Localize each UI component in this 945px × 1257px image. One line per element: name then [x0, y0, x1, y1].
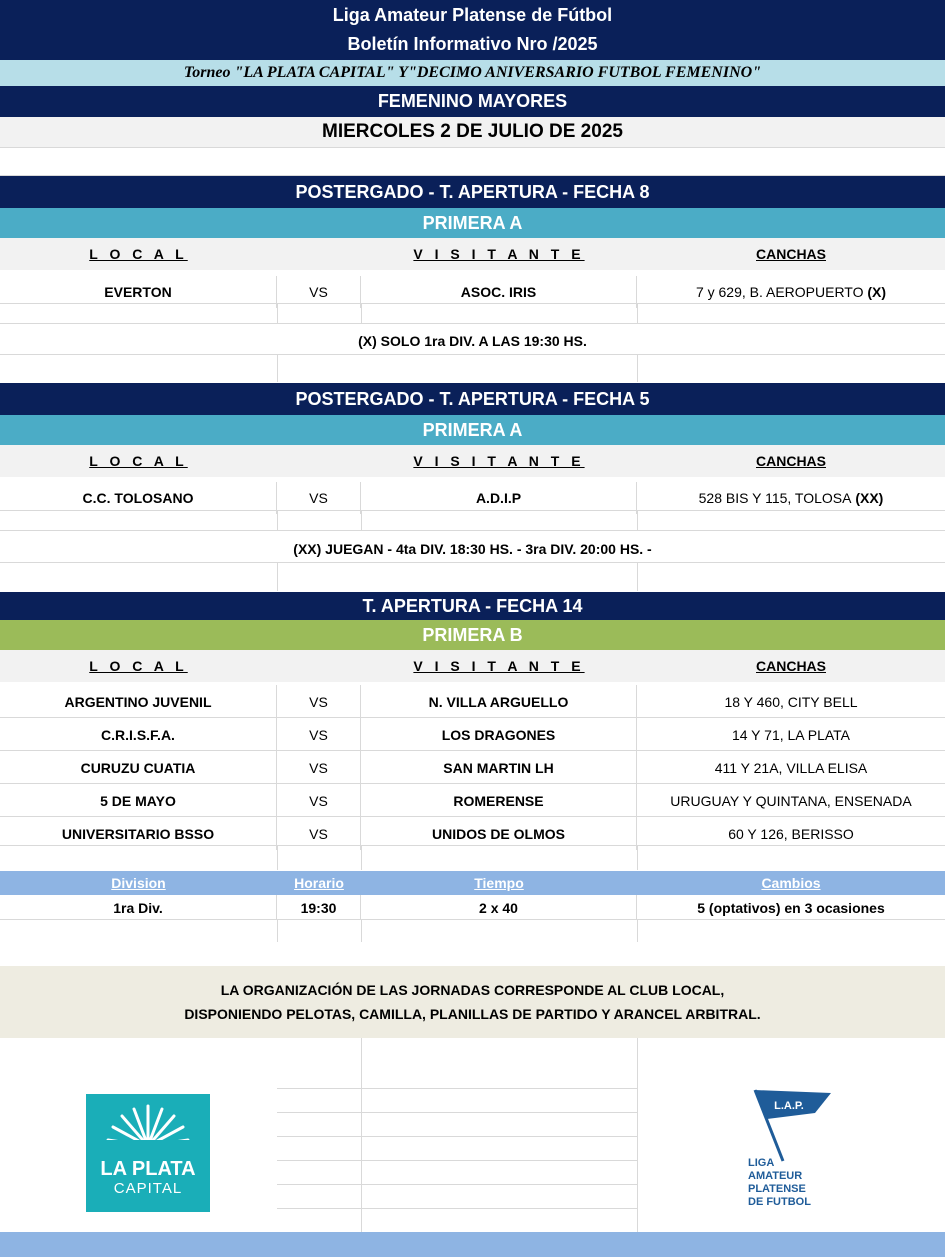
- lap-line-4: DE FUTBOL: [748, 1196, 811, 1208]
- visitor-team: A.D.I.P: [361, 482, 637, 514]
- vs-label: VS: [277, 276, 361, 308]
- bulletin-title: Boletín Informativo Nro /2025: [347, 34, 598, 54]
- local-team: 5 DE MAYO: [0, 784, 277, 817]
- section2-note: (XX) JUEGAN - 4ta DIV. 18:30 HS. - 3ra DIV. 20:00 HS. -: [293, 541, 652, 557]
- league-title: Liga Amateur Platense de Fútbol: [332, 5, 613, 25]
- local-team: EVERTON: [0, 276, 277, 308]
- local-header: L O C A L: [89, 246, 188, 262]
- visitor-team: UNIDOS DE OLMOS: [361, 817, 637, 850]
- vs-label: VS: [277, 784, 361, 817]
- venue: 14 Y 71, LA PLATA: [731, 726, 851, 743]
- lap-logo-text: [748, 1157, 811, 1209]
- tournament-title: Torneo "LA PLATA CAPITAL" Y"DECIMO ANIVERSARIO FUTBOL FEMENINO": [0, 60, 945, 86]
- rules-time-header: Horario: [294, 875, 344, 891]
- table-row: [0, 685, 945, 718]
- venue: 60 Y 126, BERISSO: [728, 825, 854, 842]
- rules-header-row: [0, 871, 945, 895]
- rules-time-value: 19:30: [277, 895, 361, 920]
- logo-text-capital: CAPITAL: [113, 1180, 183, 1197]
- rules-duration-header: Tiempo: [474, 875, 524, 891]
- local-header: L O C A L: [89, 658, 188, 674]
- visitor-header: V I S I T A N T E: [413, 246, 585, 262]
- visitor-team: N. VILLA ARGUELLO: [361, 685, 637, 718]
- visitor-team: SAN MARTIN LH: [361, 751, 637, 784]
- notice-block: [0, 966, 945, 1038]
- venue: 411 Y 21A, VILLA ELISA: [714, 759, 868, 776]
- vs-label: VS: [277, 482, 361, 514]
- table-row: [0, 751, 945, 784]
- rules-division-value: 1ra Div.: [0, 895, 277, 920]
- lap-line-3: PLATENSE: [748, 1183, 806, 1195]
- local-team: CURUZU CUATIA: [0, 751, 277, 784]
- flag-icon: [745, 1085, 855, 1165]
- visitor-header: V I S I T A N T E: [413, 658, 585, 674]
- section2-title: POSTERGADO - T. APERTURA - FECHA 5: [0, 383, 945, 415]
- vs-label: VS: [277, 685, 361, 718]
- category-title: FEMENINO MAYORES: [0, 86, 945, 117]
- visitor-team: ASOC. IRIS: [361, 276, 637, 308]
- venues-header: CANCHAS: [756, 246, 826, 262]
- flag-text: L.A.P.: [774, 1100, 804, 1112]
- table-row: [0, 784, 945, 817]
- rules-changes-header: Cambios: [761, 875, 821, 891]
- section1-note: (X) SOLO 1ra DIV. A LAS 19:30 HS.: [358, 333, 587, 349]
- section3-division: PRIMERA B: [0, 620, 945, 650]
- local-team: C.C. TOLOSANO: [0, 482, 277, 514]
- venue: 7 y 629, B. AEROPUERTO (X): [695, 284, 887, 300]
- local-team: UNIVERSITARIO BSSO: [0, 817, 277, 850]
- rules-values-row: [0, 895, 945, 920]
- local-team: ARGENTINO JUVENIL: [0, 685, 277, 718]
- footer-bar: [0, 1232, 945, 1257]
- lap-line-2: AMATEUR: [748, 1170, 803, 1182]
- venue: 18 Y 460, CITY BELL: [724, 693, 858, 710]
- section1-title: POSTERGADO - T. APERTURA - FECHA 8: [0, 176, 945, 208]
- venues-header: CANCHAS: [756, 658, 826, 674]
- vs-label: VS: [277, 751, 361, 784]
- local-team: C.R.I.S.F.A.: [0, 718, 277, 751]
- local-header: L O C A L: [89, 453, 188, 469]
- header-block: [0, 0, 945, 60]
- venue: URUGUAY Y QUINTANA, ENSENADA: [670, 792, 912, 809]
- sunburst-icon: [86, 1094, 210, 1154]
- venues-header: CANCHAS: [756, 453, 826, 469]
- visitor-team: LOS DRAGONES: [361, 718, 637, 751]
- rules-changes-value: 5 (optativos) en 3 ocasiones: [697, 899, 885, 916]
- rules-division-header: Division: [111, 875, 166, 891]
- section1-division: PRIMERA A: [0, 208, 945, 238]
- vs-label: VS: [277, 817, 361, 850]
- lap-logo: [745, 1085, 855, 1220]
- la-plata-capital-logo: [86, 1094, 210, 1212]
- visitor-team: ROMERENSE: [361, 784, 637, 817]
- section2-division: PRIMERA A: [0, 415, 945, 445]
- notice-line-1: LA ORGANIZACIÓN DE LAS JORNADAS CORRESPONDE AL CLUB LOCAL,: [220, 982, 725, 998]
- section1-column-headers: [0, 238, 945, 270]
- notice-line-2: DISPONIENDO PELOTAS, CAMILLA, PLANILLAS DE PARTIDO Y ARANCEL ARBITRAL.: [184, 1006, 761, 1022]
- venue-mark: (X): [867, 284, 887, 300]
- table-row: [0, 718, 945, 751]
- section3-column-headers: [0, 650, 945, 682]
- lap-line-1: LIGA: [748, 1157, 775, 1169]
- section3-title: T. APERTURA - FECHA 14: [0, 592, 945, 620]
- venue-mark: (XX): [855, 490, 884, 506]
- venue: 528 BIS Y 115, TOLOSA (XX): [698, 490, 884, 506]
- rules-duration-value: 2 x 40: [361, 895, 637, 920]
- logo-text-la-plata: LA PLATA: [100, 1158, 196, 1180]
- visitor-header: V I S I T A N T E: [413, 453, 585, 469]
- date-title: MIERCOLES 2 DE JULIO DE 2025: [0, 117, 945, 147]
- section2-column-headers: [0, 445, 945, 477]
- vs-label: VS: [277, 718, 361, 751]
